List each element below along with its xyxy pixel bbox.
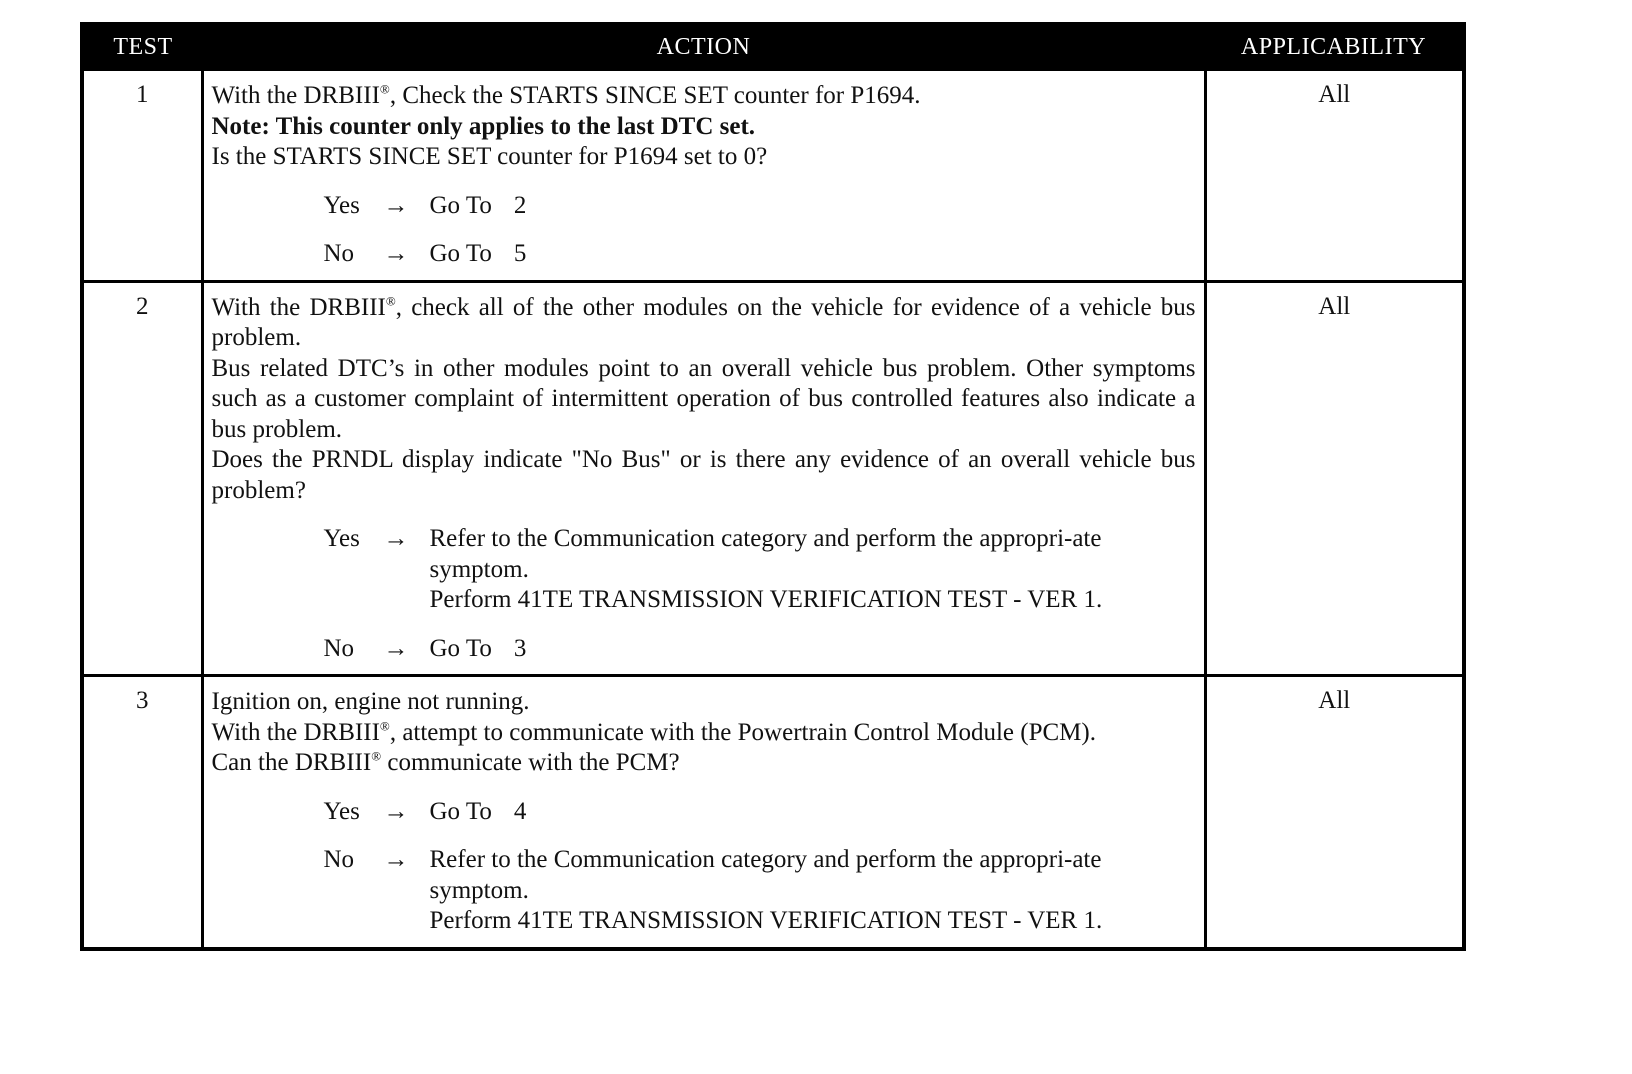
action-cell	[202, 281, 1205, 676]
applicability: All	[1205, 70, 1464, 282]
header-action: ACTION	[202, 24, 1205, 70]
action-cell	[202, 676, 1205, 949]
header-applicability: APPLICABILITY	[1205, 24, 1464, 70]
action-line: With the DRBIII®, Check the STARTS SINCE SET counter for P1694.	[211, 81, 921, 109]
action-line: With the DRBIII®, check all of the other modules on the vehicle for evidence of a vehicle bus problem.	[211, 293, 1196, 351]
arrow-right-icon: →	[383, 240, 409, 267]
test-number: 3	[82, 676, 202, 949]
arrow-right-icon: →	[383, 634, 409, 662]
table-header-row	[82, 24, 1464, 70]
diagnostic-test-table	[80, 22, 1466, 951]
header-test: TEST	[82, 24, 202, 70]
answer-no: No → Refer to the Communication category and perform the appropri-ate symptom. Perform 41TE TRANSMISSION VERIFICATION TEST - VER 1.	[323, 846, 1103, 934]
action-question: Can the DRBIII® communicate with the PCM?	[211, 748, 680, 776]
table-row	[82, 281, 1464, 676]
test-number: 1	[82, 70, 202, 282]
arrow-right-icon: →	[383, 191, 409, 219]
arrow-right-icon: →	[383, 846, 409, 873]
table-row	[82, 70, 1464, 282]
action-cell	[202, 70, 1205, 282]
test-number: 2	[82, 281, 202, 676]
answer-yes: Yes → Refer to the Communication category and perform the appropri-ate symptom. Perform 41TE TRANSMISSION VERIFICATION TEST - VER 1.	[323, 525, 1103, 613]
action-note: Note: This counter only applies to the last DTC set.	[211, 112, 756, 140]
arrow-right-icon: →	[383, 525, 409, 552]
action-line: Ignition on, engine not running.	[211, 688, 530, 715]
arrow-right-icon: →	[383, 797, 409, 825]
answer-no: No → Go To 3	[212, 634, 1196, 665]
answer-no: No → Go To 5	[212, 239, 1196, 270]
answer-yes: Yes → Go To 2	[212, 191, 1196, 222]
action-line: Bus related DTC’s in other modules point to an overall vehicle bus problem. Other symptoms such as a customer complaint of intermittent operation of bus controlled features also indicate a bus problem.	[211, 354, 1196, 443]
action-question: Is the STARTS SINCE SET counter for P1694 set to 0?	[211, 143, 768, 170]
answer-yes: Yes → Go To 4	[212, 797, 1196, 828]
action-question: Does the PRNDL display indicate "No Bus" or is there any evidence of an overall vehicle bus problem?	[211, 446, 1196, 504]
action-line: With the DRBIII®, attempt to communicate with the Powertrain Control Module (PCM).	[211, 718, 1096, 746]
applicability: All	[1205, 676, 1464, 949]
table-row	[82, 676, 1464, 949]
applicability: All	[1205, 281, 1464, 676]
